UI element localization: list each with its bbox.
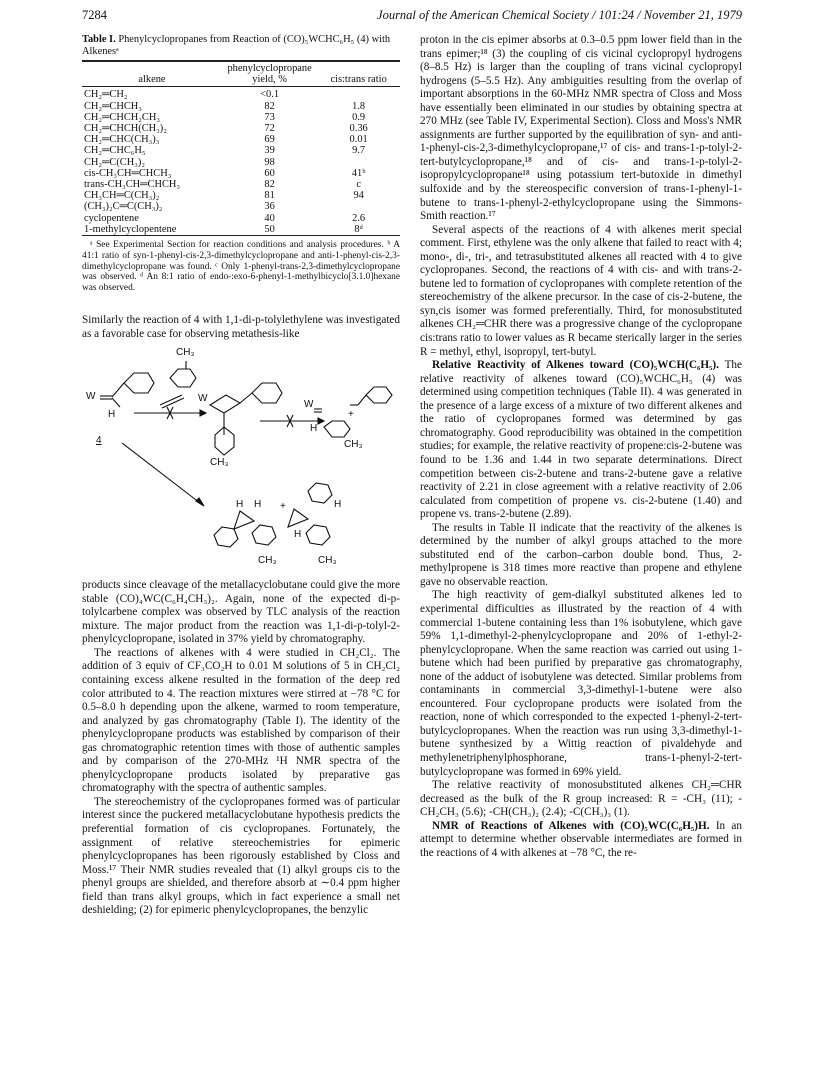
cell-alkene: CH₂═CH₂ — [84, 89, 128, 101]
cell-alkene: (CH₃)₂C═C(CH₃)₂ — [84, 201, 163, 213]
scheme-label: CH₃ — [176, 347, 195, 359]
table-row — [82, 201, 400, 212]
cell-ratio — [317, 157, 400, 168]
scheme-label: + — [348, 409, 354, 421]
cell-ratio: 41ᵇ — [351, 167, 366, 179]
cell-alkene: CH₃CH═C(CH₃)₂ — [84, 190, 160, 202]
cell-ratio — [317, 87, 400, 101]
phenylcyclopropane-table — [82, 60, 400, 236]
section-heading: NMR of Reactions of Alkenes with (CO)₅WC(C₆H₅)H. — [432, 819, 710, 832]
cell-alkene: CH₂═CHCH(CH₃)₂ — [84, 123, 167, 135]
table-row — [82, 123, 400, 134]
cell-ratio: c — [356, 179, 361, 191]
right-column — [420, 34, 742, 860]
cell-yield: 81 — [264, 190, 275, 202]
cell-ratio: 94 — [353, 190, 364, 202]
cell-yield: 36 — [264, 201, 275, 213]
cell-yield: 60 — [264, 167, 275, 179]
col-header-ratio: cis:trans ratio — [317, 62, 400, 87]
cell-ratio: 0.01 — [349, 134, 368, 146]
cell-alkene: cyclopentene — [84, 212, 139, 224]
cell-yield: 98 — [264, 156, 275, 168]
paragraph — [420, 820, 742, 861]
paragraph: The relative reactivity of monosubstituted alkenes CH₂═CHR decreased as the bulk of the R group increased: R = -CH₃ (11); -CH₂CH₃ (5.6); -CH(CH₃)₂ (2.4); -C(CH₃)₃ (1). — [420, 779, 742, 819]
cell-ratio — [317, 201, 400, 212]
table-row — [82, 157, 400, 168]
paragraph-body: The relative reactivity of alkenes toward (CO)₅WCHC₆H₅ (4) was determined using competition techniques (Table II). 4 was generated in the presence of a large excess of a mixture of two different alkenes and the ratio of cyclopropanes formed was determined by gas chromatography. Good reproducibility was obtained in the competition studies; for example, the relative reactivity of propene:cis-2-butene was found to be 1.36 and 1.44 in two separate determinations. Direct competition between cis-2-butene and trans-2-butene gave a relative reactivity of 2.21 in close agreement with a relative reactivity of 2.06 calculated from competition of propene vs. cis-2-butene (1.40) and propene vs. trans-2-butene (2.89). — [420, 359, 742, 521]
section-heading: Relative Reactivity of Alkenes toward (CO)₅WCH(C₆H₅). — [432, 359, 719, 372]
paragraph: products since cleavage of the metallacyclobutane could give the more stable (CO)₄WC(C₆H₄CH₃)₂. Again, none of the expected di-p-tolylcarbene complex was observed by TLC analysis of the reaction mixture. The major product from the reaction was 1,1-di-p-tolyl-2-phenylcyclopropane, isolated in 37% yield by chromatography. — [82, 579, 400, 646]
cell-yield: 40 — [264, 212, 275, 224]
table-label: Table I. — [82, 34, 116, 45]
scheme-label: H — [310, 423, 318, 435]
cell-alkene: CH₂═CHCH₃ — [84, 100, 142, 112]
scheme-label: H — [294, 529, 302, 541]
cell-alkene: CH₂═CHCH₂CH₃ — [84, 111, 160, 123]
reaction-scheme — [82, 343, 400, 575]
cell-ratio: 0.9 — [352, 111, 366, 123]
table-row — [82, 134, 400, 145]
cell-yield: 73 — [264, 111, 275, 123]
cell-ratio: 2.6 — [352, 212, 366, 224]
scheme-label: CH₃ — [318, 555, 337, 567]
col-header-alkene: alkene — [82, 62, 222, 87]
paragraph: The high reactivity of gem-dialkyl substituted alkenes led to experimental difficulties as illustrated by the reaction of 4 with commercial 1-butene containing less than 1% isobutylene, which gave 59% 1,1-dimethyl-2-phenylcyclopropane and 20% of 1-ethyl-2-phenylcyclopropane. When the same reaction was carried out using 1-butene which had been purified by preparative gas chromatography, none of the adduct of isobutylene was detected. Similar problems from contaminants in commercial 3,3-dimethyl-1-butene were also encountered. Four cyclopropane products were isolated from the reaction, none of which corresponded to the expected 1-phenyl-2-tert-butylcyclopropanes. When the reaction was run using 3,3-dimethyl-1-butene synthesized by a Wittig reaction of pivaldehyde and methylenetriphenylphosphorane, trans-1-phenyl-2-tert-butylcyclopropane was formed in 69% yield. — [420, 589, 742, 778]
cell-yield: 82 — [264, 100, 275, 112]
paragraph: The reactions of alkenes with 4 were studied in CH₂Cl₂. The addition of 3 equiv of CF₃CO₂H to 0.01 M solutions of 5 in CH₂Cl₂ containing excess alkene resulted in the formation of the deep red color attributed to 4. The reaction mixtures were stirred at −78 °C for 0.5–8.0 h depending upon the alkene, warmed to room temperature, and analyzed by gas chromatography (Table I). The identity of the phenylcyclopropane products was established by comparison of their gas chromatographic retention times with those of authentic samples and by comparison of the 270-MHz ¹H NMR spectra of the phenylcyclopropane products isolated by preparative gas chromatography with the spectra of authentic samples. — [82, 646, 400, 795]
scheme-label: CH₃ — [210, 457, 229, 469]
col-header-yield: phenylcyclopropane yield, % — [222, 62, 317, 87]
table-row — [82, 213, 400, 224]
left-column — [82, 34, 400, 918]
paragraph: Several aspects of the reactions of 4 with alkenes merit special comment. First, ethylene was the only alkene that failed to react with 4; mono-, di-, tri-, and tetrasubstituted alkenes all reacted with 4 to give cyclopropanes. Second, the reactions of 4 with cis- and with trans-2-butene led to formation of cyclopropanes with complete retention of the stereochemistry of the alkene precursor. In the case of cis-2-butene, the syn,cis isomer was formed preferentially. Third, for monosubstituted alkenes CH₂═CHR there was a progressive change of the cyclopropane cis:trans ratio to lower values as R became sterically larger in the series R = methyl, ethyl, isopropyl, tert-butyl. — [420, 223, 742, 358]
cell-ratio: 0.36 — [349, 123, 368, 135]
scheme-label: CH₃ — [258, 555, 277, 567]
reaction-scheme-drawing — [82, 343, 400, 575]
scheme-label: H — [254, 499, 262, 511]
cell-yield: 69 — [264, 134, 275, 146]
scheme-label: W — [86, 391, 96, 403]
scheme-label: CH₃ — [344, 439, 363, 451]
cell-yield: <0.1 — [260, 89, 280, 101]
table-row — [82, 224, 400, 236]
table-row — [82, 190, 400, 201]
cell-yield: 50 — [222, 224, 317, 236]
scheme-label: W — [304, 399, 314, 411]
cell-yield: 72 — [264, 123, 275, 135]
cell-alkene: CH₂═C(CH₃)₂ — [84, 156, 145, 168]
paragraph: The stereochemistry of the cyclopropanes formed was of particular interest since the puckered metallacyclobutane hypothesis predicts the preferential formation of cis cyclopropanes. Fortunately, the assignment of relative stereochemistries for epimeric phenylcyclopropanes has been rigorously established by Closs and Moss.¹⁷ Their NMR studies revealed that (1) alkyl groups cis to the phenyl groups are shielded, and therefore absorb at ∼0.4 ppm higher field than trans alkyl groups, which in fact experience a small net deshielding; (2) for epimeric phenylcyclopropanes, the benzylic — [82, 795, 400, 917]
compound-number: 4 — [96, 435, 102, 447]
cell-alkene: CH₂═CHC₆H₅ — [84, 145, 146, 157]
table-footnotes: ᵃ See Experimental Section for reaction conditions and analysis procedures. ᵇ A 41:1 ratio of syn-1-phenyl-cis-2,3-dimethylcyclopropane and anti-1-phenyl-cis-2,3-dimethylcyclopropane was found. ᶜ Only 1-phenyl-trans-2,3-dimethylcyclopropane was observed. ᵈ An 8:1 ratio of endo-:exo-6-phenyl-1-methylbicyclo[3.1.0]hexane was observed. — [82, 240, 400, 294]
scheme-label: H — [236, 499, 244, 511]
cell-alkene: 1-methylcyclopentene — [82, 224, 222, 236]
journal-citation: Journal of the American Chemical Society / 101:24 / November 21, 1979 — [377, 8, 742, 22]
cell-ratio: 1.8 — [352, 100, 366, 112]
table-caption — [82, 34, 400, 58]
cell-ratio: 9.7 — [352, 145, 366, 157]
table-row — [82, 112, 400, 123]
scheme-label: + — [280, 501, 286, 513]
table-title: Phenylcyclopropanes from Reaction of (CO)₅WCHC₆H₅ (4) with Alkenesᵃ — [82, 34, 391, 57]
table-row — [82, 168, 400, 179]
scheme-label: W — [198, 393, 208, 405]
paragraph — [420, 359, 742, 522]
cell-alkene: trans-CH₃CH═CHCH₃ — [84, 179, 181, 191]
table-row — [82, 145, 400, 156]
scheme-label: H — [334, 499, 342, 511]
table-row — [82, 101, 400, 112]
cell-yield: 39 — [264, 145, 275, 157]
scheme-label: H — [108, 409, 116, 421]
table-row — [82, 87, 400, 101]
page-number: 7284 — [82, 8, 107, 22]
cell-ratio: 8ᵈ — [317, 224, 400, 236]
paragraph: Similarly the reaction of 4 with 1,1-di-p-tolylethylene was investigated as a favorable case for observing metathesis-like — [82, 314, 400, 340]
paragraph: proton in the cis epimer absorbs at 0.3–0.5 ppm lower field than in the trans epimer;¹⁸ (3) the coupling of cis vicinal cyclopropyl hydrogens (8–8.5 Hz) is larger than the coupling of trans vicinal cyclopropyl hydrogens (5–5.5 Hz). Any ambiguities resulting from the overlap of important absorptions in the 60-MHz NMR spectra of Closs and Moss have essentially been eliminated in our studies by obtaining spectra at 270 MHz (see Table IV, Experimental Section). Closs and Moss's NMR assignments are further supported by the equilibration of syn- and anti-1-phenyl-cis-2,3-dimethylcyclopropane,¹⁷ of cis- and trans-1-p-tolyl-2-tert-butylcyclopropane,¹⁸ and of cis- and trans-1-p-tolyl-2-isopropylcyclopropane¹⁸ using potassium tert-butoxide in dimethyl sulfoxide and by the stereospecific conversion of trans-1-phenyl-1-butene to trans-1-phenyl-2-ethylcyclopropane using the Simmons-Smith reaction.¹⁷ — [420, 34, 742, 223]
cell-yield: 82 — [264, 179, 275, 191]
paragraph-body: In an attempt to determine whether observable intermediates are formed in the reactions of 4 with alkenes at −78 °C, the re- — [420, 819, 742, 859]
cell-alkene: cis-CH₃CH═CHCH₃ — [84, 167, 172, 179]
page-header — [82, 8, 742, 26]
paragraph: The results in Table II indicate that the reactivity of the alkenes is determined by the number of alkyl groups attached to the more substituted end of the carbon–carbon double bond. Thus, 2-methylpropene is 318 times more reactive than propene and ethylene gave no observable reaction. — [420, 521, 742, 588]
cell-alkene: CH₂═CHC(CH₃)₃ — [84, 134, 160, 146]
table-row — [82, 179, 400, 190]
